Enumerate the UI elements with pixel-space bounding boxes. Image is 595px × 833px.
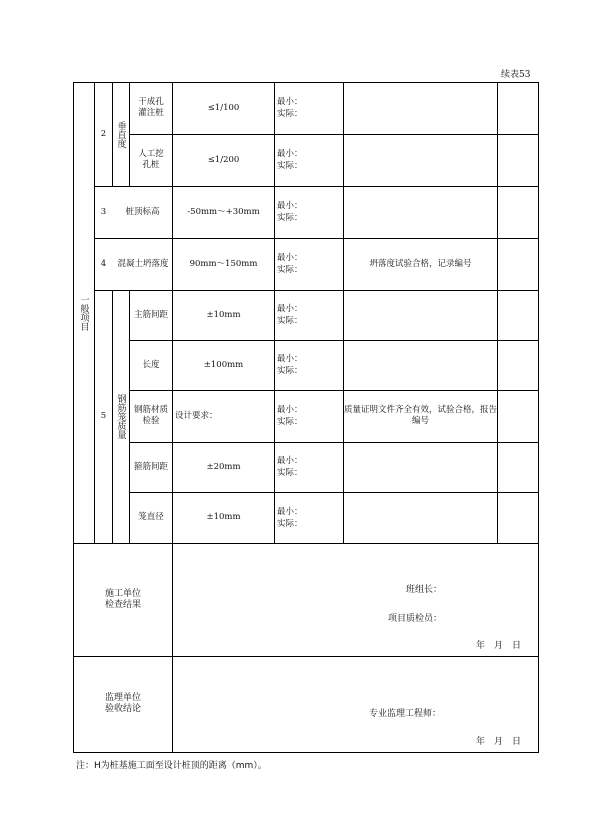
actual-label: 实际： — [277, 161, 303, 171]
actual-label: 实际： — [277, 109, 303, 119]
sub-item-dug-pile: 人工挖孔桩 — [138, 149, 164, 170]
remark-slump: 坍落度试验合格，记录编号 — [369, 258, 472, 269]
remark — [344, 82, 497, 134]
construction-date: 年 月 日 — [476, 641, 522, 651]
item-concrete-slump: 混凝土坍落度 — [117, 258, 169, 269]
min-label: 最小： — [277, 507, 303, 517]
standard-main-bar-spacing: ±10mm — [206, 309, 241, 320]
remark — [344, 492, 497, 543]
supervision-engineer-label: 专业监理工程师： — [369, 709, 442, 719]
remark-material: 质量证明文件齐全有效，试验合格，报告编号 — [344, 405, 498, 426]
team-leader-label: 班组长： — [406, 585, 443, 595]
sub-item-material-inspection: 钢筋材质检验 — [133, 405, 168, 426]
actual-label: 实际： — [277, 417, 303, 427]
remark — [344, 134, 497, 186]
min-label: 最小： — [277, 354, 303, 364]
cage-quality-label: 钢筋笼质量 — [115, 394, 126, 439]
actual-label: 实际： — [277, 519, 303, 529]
continuation-label: 续表53 — [501, 70, 531, 80]
actual-label: 实际： — [277, 468, 303, 478]
actual-label: 实际： — [277, 366, 303, 376]
standard-stirrup-spacing: ±20mm — [206, 461, 241, 472]
sub-item-length: 长度 — [142, 359, 160, 370]
supervision-date: 年 月 日 — [476, 737, 522, 747]
min-label: 最小： — [277, 456, 303, 466]
remark — [344, 340, 497, 390]
standard-length: ±100mm — [203, 359, 244, 370]
item-pile-top-elevation: 桩顶标高 — [125, 206, 160, 217]
min-label: 最小： — [277, 97, 303, 107]
standard-pile-top-elevation: -50mm～+30mm — [187, 206, 260, 217]
min-label: 最小： — [277, 149, 303, 159]
min-label: 最小： — [277, 201, 303, 211]
min-label: 最小： — [277, 405, 303, 415]
sub-item-bored-pile: 干成孔灌注桩 — [138, 97, 164, 118]
group-label: 一般项目 — [78, 294, 89, 331]
standard-concrete-slump: 90mm～150mm — [189, 258, 258, 269]
item-number-3: 3 — [100, 206, 107, 217]
footnote: 注：H为桩基施工面至设计桩顶的距离（mm）。 — [76, 761, 267, 771]
min-label: 最小： — [277, 304, 303, 314]
actual-label: 实际： — [277, 213, 303, 223]
remark — [344, 186, 497, 238]
item-number-2: 2 — [100, 128, 107, 139]
construction-result-title: 施工单位检查结果 — [104, 588, 141, 610]
sub-item-stirrup-spacing: 箍筋间距 — [133, 461, 168, 472]
item-number-4: 4 — [100, 258, 107, 269]
actual-label: 实际： — [277, 265, 303, 275]
supervision-conclusion-title: 监理单位验收结论 — [104, 693, 141, 714]
actual-label: 实际： — [277, 316, 303, 326]
quality-inspector-label: 项目质检员： — [388, 614, 443, 624]
standard-design-requirement: 设计要求： — [175, 411, 218, 421]
sub-item-cage-diameter: 笼直径 — [138, 512, 164, 522]
standard-cage-diameter: ±10mm — [206, 512, 241, 522]
remark — [344, 290, 497, 340]
standard-dug-pile: ≤1/200 — [207, 154, 240, 165]
verticality-label: 垂直度 — [115, 120, 126, 148]
sub-item-main-bar-spacing: 主筋间距 — [133, 309, 168, 320]
remark — [344, 442, 497, 492]
standard-bored-pile: ≤1/100 — [207, 102, 240, 113]
min-label: 最小： — [277, 253, 303, 263]
item-number-5: 5 — [100, 411, 107, 421]
